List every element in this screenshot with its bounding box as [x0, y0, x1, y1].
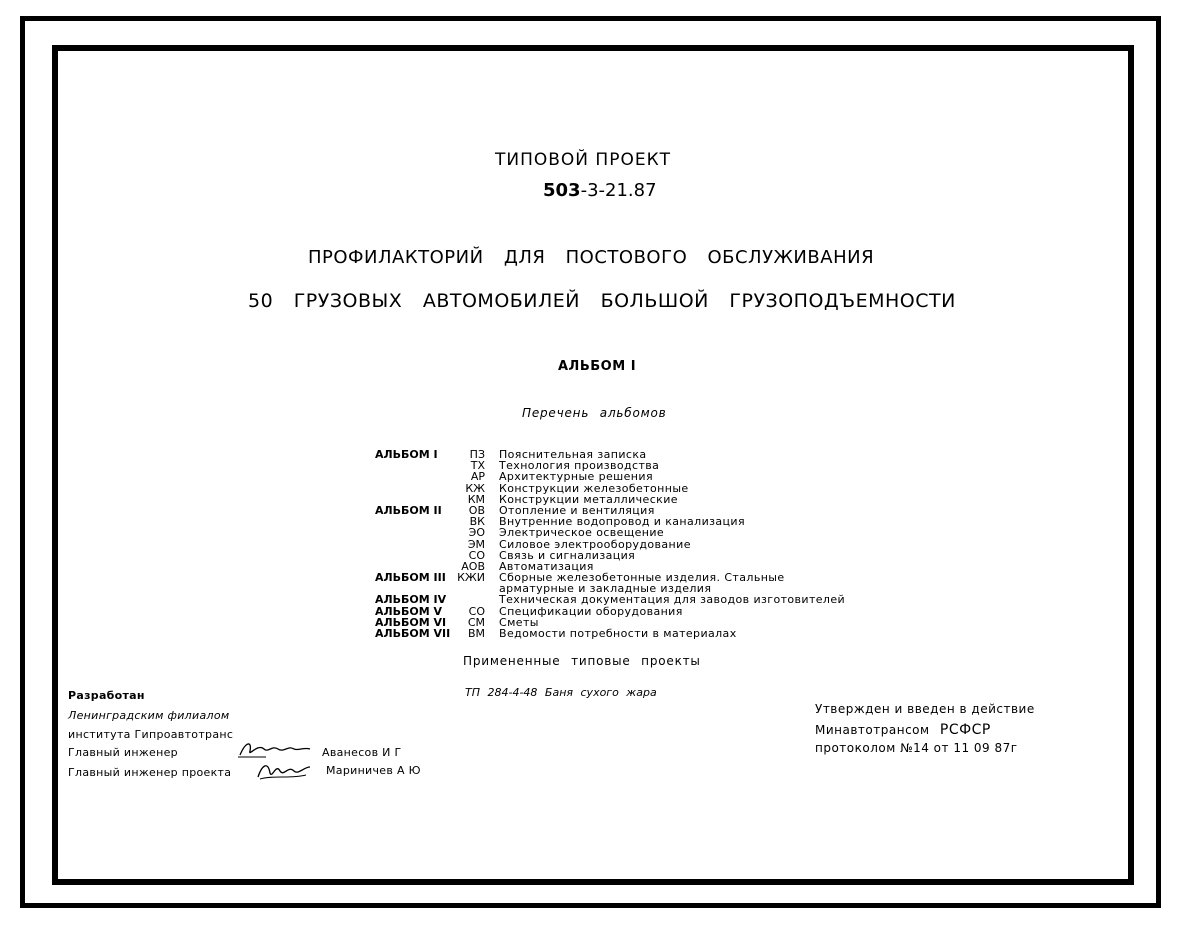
section-code: СМ	[467, 615, 485, 629]
developed-by-branch: Ленинградским филиалом	[68, 709, 230, 722]
section-description: Техническая документация для заводов изготовителей	[499, 593, 846, 607]
album-number: АЛЬБОМ II	[375, 503, 442, 517]
section-description: Конструкции металлические	[499, 492, 678, 506]
album-number: АЛЬБОМ III	[375, 571, 446, 585]
section-description: Технология производства	[499, 459, 660, 473]
project-number-rest: -3-21.87	[580, 180, 657, 201]
project-engineer-label: Главный инженер проекта	[68, 766, 232, 779]
approved-ministry: Минавтотрансом	[815, 723, 930, 737]
section-description: Автоматизация	[499, 559, 594, 573]
approved-republic: РСФСР	[939, 722, 991, 738]
signature-scribble-icon	[254, 757, 314, 783]
project-engineer-signature	[254, 757, 314, 787]
section-description: Силовое электрооборудование	[499, 537, 691, 551]
section-code: ЭМ	[467, 537, 485, 551]
project-name-line2: 50 ГРУЗОВЫХ АВТОМОБИЛЕЙ БОЛЬШОЙ ГРУЗОПОДЪЕМНОСТИ	[248, 290, 956, 312]
album-number: АЛЬБОМ VII	[375, 627, 451, 640]
album-number: АЛЬБОМ V	[375, 604, 443, 618]
section-description: Ведомости потребности в материалах	[499, 627, 737, 640]
section-code: ВК	[469, 515, 485, 529]
approved-line1: Утвержден и введен в действие	[815, 702, 1035, 716]
project-number	[543, 180, 657, 201]
project-name-line1: ПРОФИЛАКТОРИЙ ДЛЯ ПОСТОВОГО ОБСЛУЖИВАНИЯ	[308, 247, 875, 268]
chief-engineer-name: Аванесов И Г	[322, 746, 402, 759]
section-description: Спецификации оборудования	[499, 604, 683, 618]
section-code: АОВ	[461, 559, 485, 573]
album-number: АЛЬБОМ VI	[375, 615, 447, 629]
section-code: ТХ	[470, 459, 485, 473]
section-description: Конструкции железобетонные	[499, 481, 689, 495]
chief-engineer-label: Главный инженер	[68, 746, 178, 759]
section-code: ВМ	[467, 627, 485, 640]
applied-projects-title: Примененные типовые проекты	[463, 654, 701, 668]
current-album: АЛЬБОМ I	[558, 359, 637, 374]
section-description: Отопление и вентиляция	[499, 503, 655, 517]
approved-protocol: протоколом №14 от 11 09 87г	[815, 741, 1018, 755]
section-code: ЭО	[468, 526, 485, 540]
section-code: СО	[468, 604, 485, 618]
project-number-bold: 503	[543, 180, 581, 201]
developed-by-institute: института Гипроавтотранс	[68, 728, 234, 741]
approved-line2	[815, 722, 991, 738]
section-code: КЖИ	[457, 571, 485, 585]
developed-label: Разработан	[68, 689, 145, 702]
section-description: Сметы	[499, 615, 539, 629]
project-engineer-name: Мариничев А Ю	[326, 764, 421, 777]
albums-list-title: Перечень альбомов	[522, 406, 667, 420]
section-code: ОВ	[468, 503, 485, 517]
section-description: Внутренние водопровод и канализация	[499, 515, 745, 529]
section-code: КЖ	[465, 481, 485, 495]
section-code: АР	[470, 470, 485, 484]
section-code: ПЗ	[469, 448, 485, 461]
album-number: АЛЬБОМ I	[375, 448, 438, 461]
section-description: Электрическое освещение	[499, 526, 665, 540]
section-description: Связь и сигнализация	[499, 548, 636, 562]
project-type-title: ТИПОВОЙ ПРОЕКТ	[495, 150, 672, 170]
album-number: АЛЬБОМ IV	[375, 593, 447, 607]
section-description: Сборные железобетонные изделия. Стальные	[499, 571, 785, 585]
section-description: арматурные и закладные изделия	[499, 582, 712, 596]
section-code: СО	[468, 548, 485, 562]
applied-project-item: ТП 284-4-48 Баня сухого жара	[465, 686, 657, 699]
section-code: КМ	[467, 492, 485, 506]
section-description: Пояснительная записка	[499, 448, 647, 461]
section-description: Архитектурные решения	[499, 470, 653, 484]
